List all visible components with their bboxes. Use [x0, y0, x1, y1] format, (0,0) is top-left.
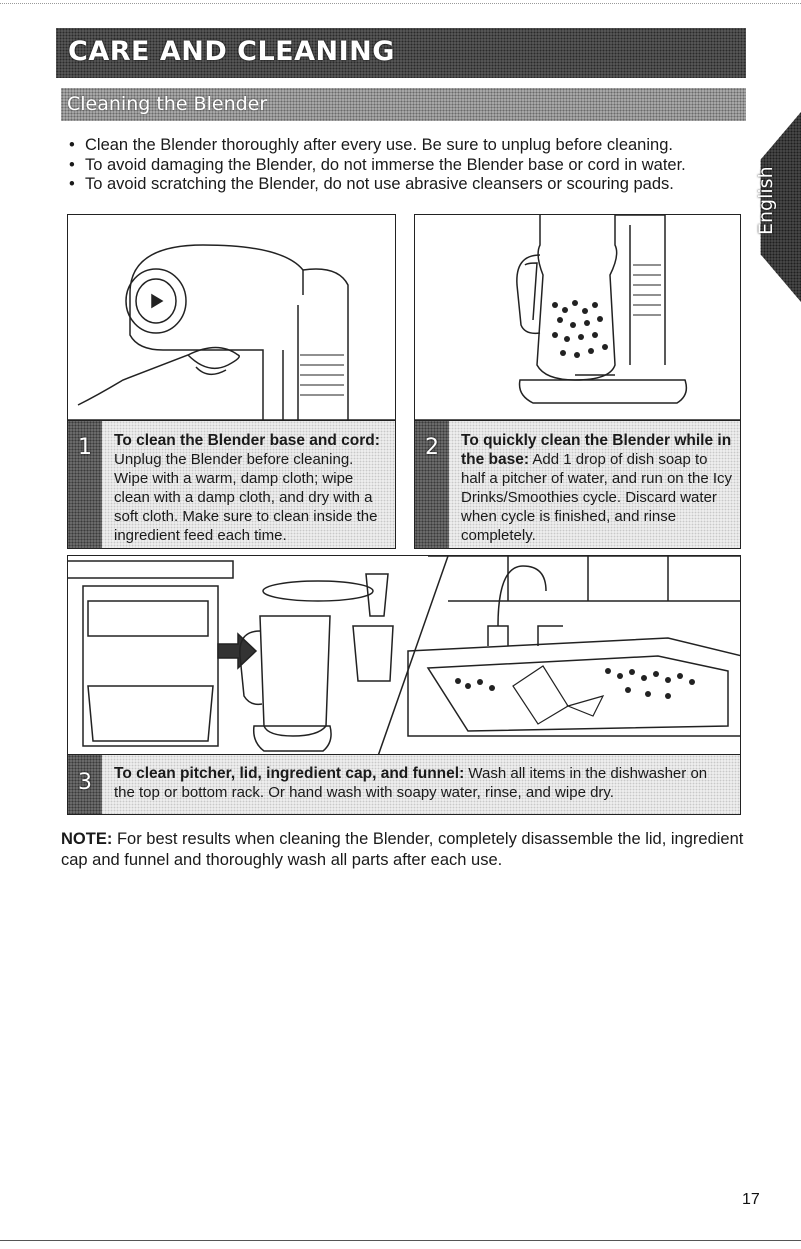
step-number: 2	[425, 435, 439, 460]
figure-quick-clean	[414, 214, 741, 549]
step-number-box	[415, 421, 449, 548]
bottom-rule	[0, 1240, 801, 1241]
bullet-item: • Clean the Blender thoroughly after every use. Be sure to unplug before cleaning.	[61, 136, 741, 156]
step-body: Add 1 drop of dish soap to half a pitcher of water, and run on the Icy Drinks/Smoothies cycle. Discard water when cycle is finished, and rinse completely.	[461, 451, 732, 544]
step-body: Wash all items in the dishwasher on the top or bottom rack. Or hand wash with soapy water, rinse, and wipe dry.	[114, 765, 708, 801]
step-number: 3	[78, 770, 92, 795]
page-number: 17	[742, 1191, 760, 1208]
step-number-box	[68, 755, 102, 814]
step-caption	[68, 420, 395, 548]
step-heading: To clean the Blender base and cord:	[114, 432, 380, 449]
bullet-list	[61, 136, 741, 195]
blender-pitcher-illustration	[415, 215, 741, 422]
step-text	[114, 764, 730, 802]
step-heading: To clean pitcher, lid, ingredient cap, and funnel:	[114, 765, 465, 782]
bullet-item: • To avoid scratching the Blender, do not use abrasive cleansers or scouring pads.	[61, 175, 741, 195]
language-tab-label: English	[755, 166, 777, 235]
note-label: NOTE:	[61, 830, 113, 848]
step-text	[461, 431, 734, 545]
note-paragraph	[61, 829, 751, 871]
note-text: For best results when cleaning the Blender, completely disassemble the lid, ingredient cap and funnel and thoroughly wash all parts after each use.	[61, 830, 744, 869]
figure-wipe-base	[67, 214, 396, 549]
section-banner	[56, 28, 746, 78]
dishwasher-sink-illustration	[68, 556, 741, 756]
step-text	[114, 431, 387, 545]
step-caption	[68, 754, 740, 814]
step-heading: To quickly clean the Blender while in the base:	[461, 432, 732, 468]
figure-dishwasher-sink	[67, 555, 741, 815]
step-number-box	[68, 421, 102, 548]
top-rule	[0, 3, 801, 4]
blender-base-illustration	[68, 215, 396, 422]
section-title: CARE AND CLEANING	[68, 36, 395, 67]
subsection-banner	[61, 88, 746, 121]
step-body: Unplug the Blender before cleaning. Wipe with a warm, damp cloth; wipe clean with a damp cloth, and dry with a soft cloth. Make sure to clean inside the ingredient feed each time.	[114, 451, 378, 544]
step-caption	[415, 420, 740, 548]
subsection-title: Cleaning the Blender	[67, 93, 268, 115]
step-number: 1	[78, 435, 92, 460]
bullet-item: • To avoid damaging the Blender, do not immerse the Blender base or cord in water.	[61, 156, 741, 176]
